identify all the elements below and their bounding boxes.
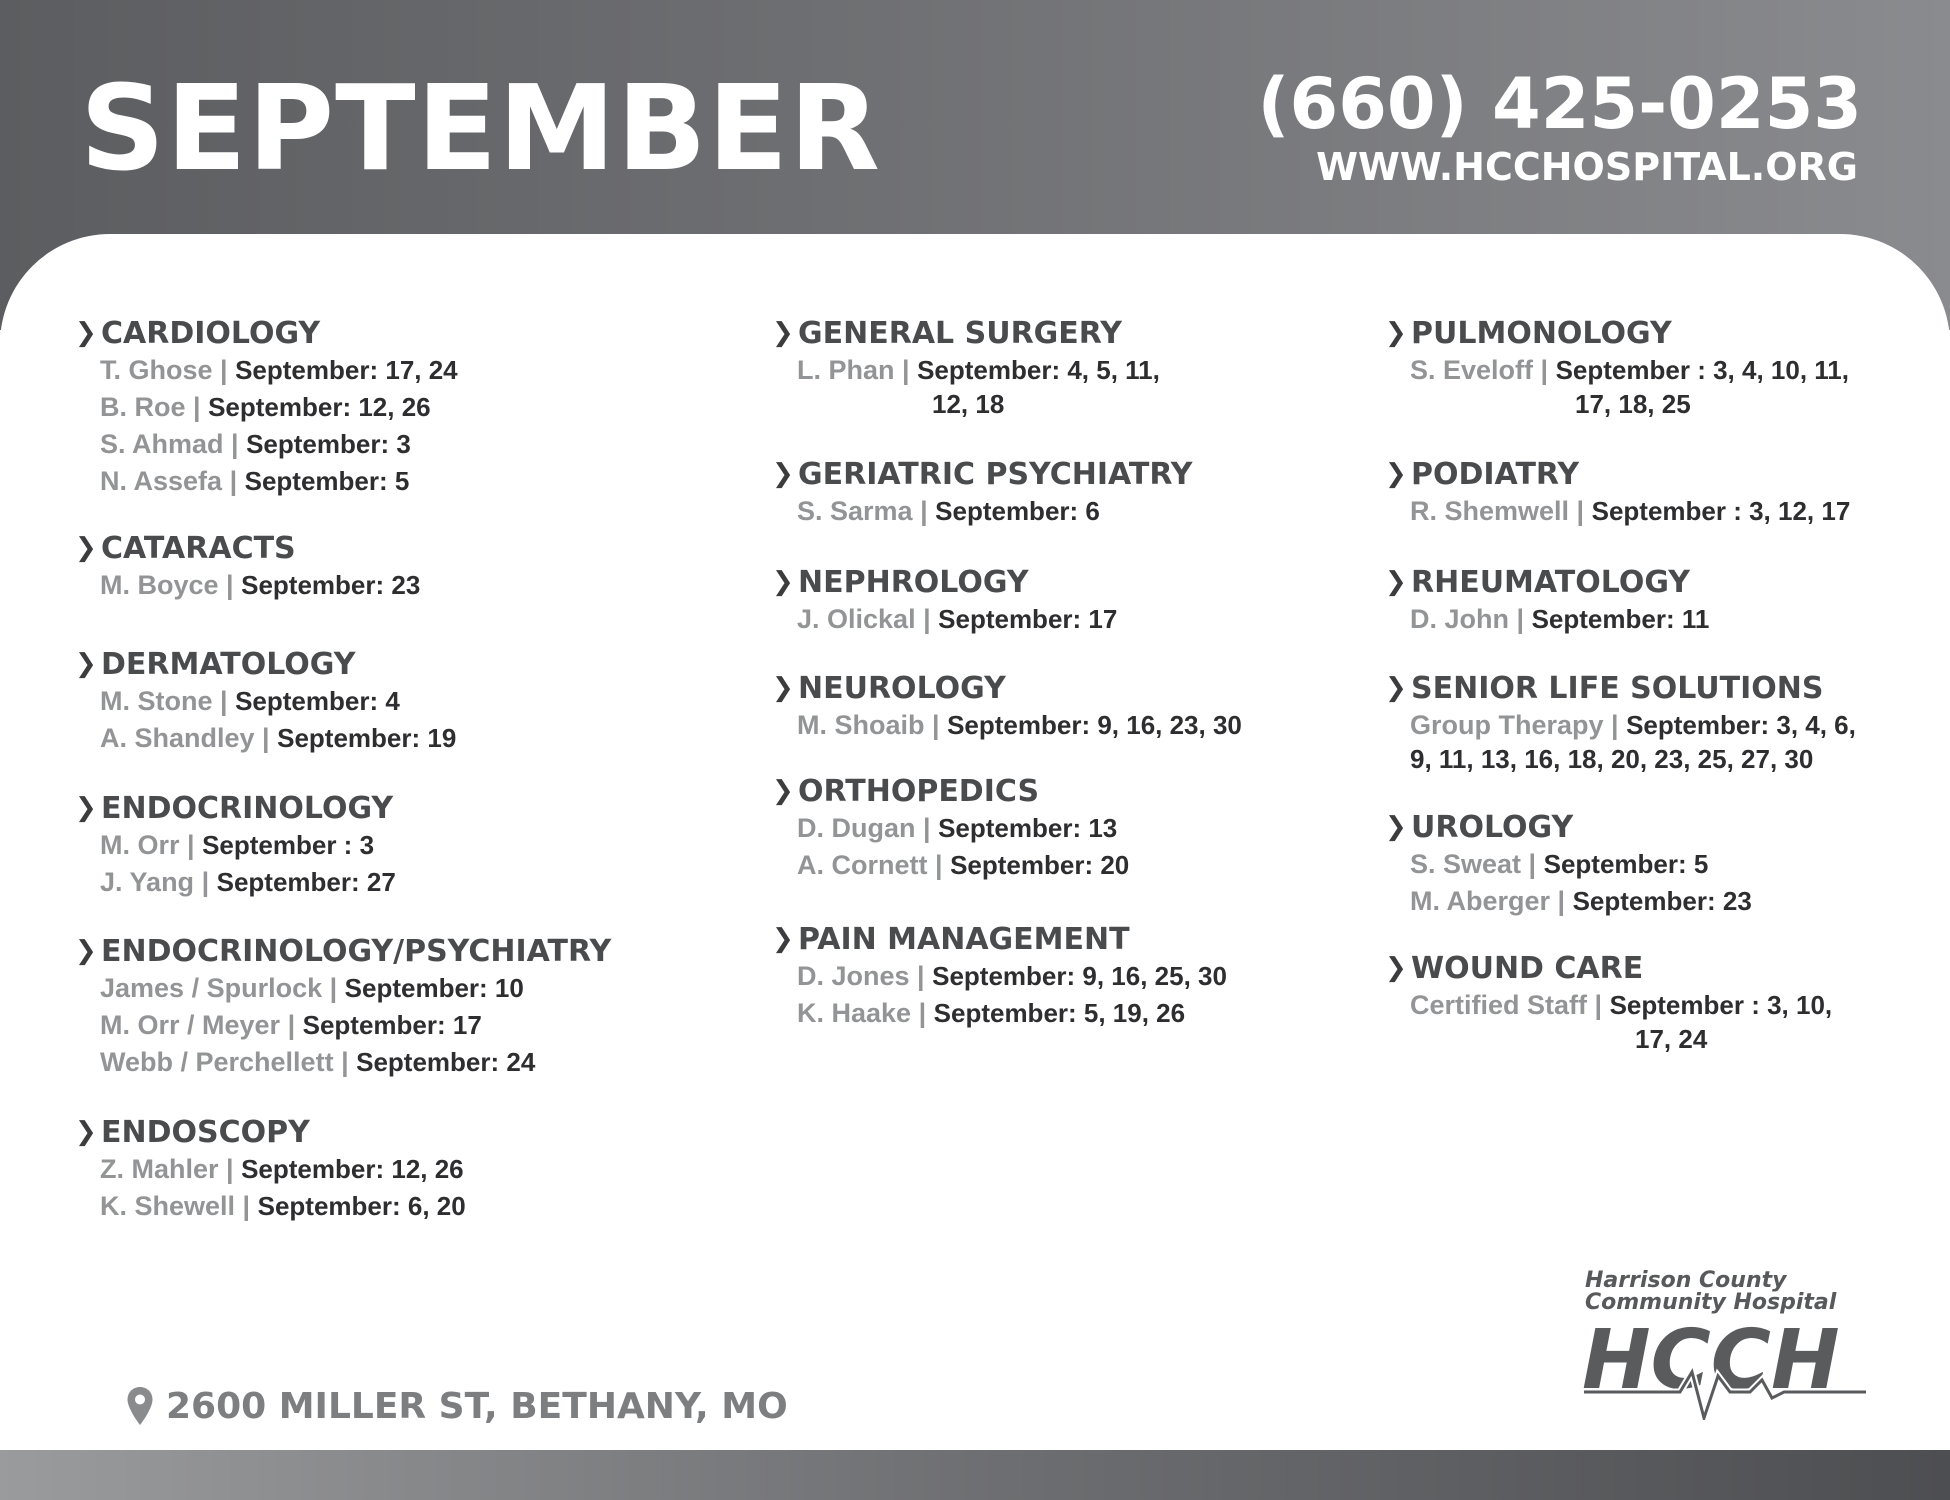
chevron-right-icon: ❯ [1385,812,1407,842]
specialty-section [75,788,715,899]
provider-entry [797,494,1412,528]
provider-entry [100,1152,715,1186]
provider-name: T. Ghose [100,355,213,385]
specialty-title [1385,807,1950,847]
provider-name: M. Shoaib [797,710,925,740]
specialty-section [1385,948,1950,1056]
separator: | [894,355,918,385]
address-text: 2600 MILLER ST, BETHANY, MO [166,1385,788,1427]
specialty-title [1385,562,1950,602]
provider-name: S. Sweat [1410,849,1522,879]
provider-name: S. Eveloff [1410,355,1534,385]
specialty-title-text: NEPHROLOGY [798,564,1029,600]
provider-entry [100,353,715,387]
provider-entry [797,959,1412,993]
provider-entry [797,602,1412,636]
specialty-title-text: CARDIOLOGY [101,315,321,351]
separator: | [1533,355,1556,385]
specialty-title [75,313,715,353]
specialty-title [1385,948,1950,988]
appointment-dates: September: 5, 19, 26 [933,998,1186,1028]
separator: | [909,961,933,991]
specialty-section [75,313,715,498]
chevron-right-icon: ❯ [75,318,97,348]
appointment-dates: September: 17 [938,604,1118,634]
provider-entry [100,1189,715,1223]
provider-entry [1410,847,1950,881]
separator: | [280,1010,303,1040]
appointment-dates: September: 6 [935,496,1100,526]
logo-line-2: Community Hospital [1585,1290,1837,1315]
provider-name: M. Boyce [100,570,219,600]
specialty-title [75,1112,715,1152]
appointment-dates: September: 11 [1531,604,1710,634]
provider-name: M. Stone [100,686,213,716]
specialty-title [772,313,1412,353]
separator: | [212,355,236,385]
specialty-title-text: GERIATRIC PSYCHIATRY [798,456,1193,492]
provider-entry [797,708,1412,742]
appointment-dates: September: 24 [356,1047,536,1077]
provider-entry [100,684,715,718]
provider-entry [1410,602,1950,636]
provider-name: Webb / Perchellett [100,1047,334,1077]
provider-name: S. Sarma [797,496,913,526]
appointment-dates: September: 5 [1543,849,1709,879]
specialty-title-text: NEUROLOGY [798,670,1006,706]
separator: | [222,466,245,496]
appointment-dates-continued: 9, 11, 13, 16, 18, 20, 23, 25, 27, 30 [1410,744,1814,774]
specialty-title-text: ORTHOPEDICS [798,773,1040,809]
provider-entry [797,848,1412,882]
specialty-title [772,454,1412,494]
svg-text:HCCH: HCCH [1582,1314,1840,1408]
provider-entry [797,996,1412,1030]
chevron-right-icon: ❯ [1385,953,1407,983]
separator: | [194,867,217,897]
provider-name: D. Jones [797,961,910,991]
provider-entry [1410,708,1950,776]
separator: | [1603,710,1627,740]
appointment-dates: September: 19 [277,723,457,753]
chevron-right-icon: ❯ [1385,567,1407,597]
specialty-title-text: UROLOGY [1411,809,1574,845]
provider-name: J. Olickal [797,604,916,634]
provider-entry [1410,353,1950,421]
separator: | [322,973,345,1003]
separator: | [333,1047,357,1077]
specialty-title-text: ENDOCRINOLOGY/PSYCHIATRY [101,933,612,969]
provider-entry [100,971,715,1005]
separator: | [1569,496,1592,526]
provider-entry [100,1045,715,1079]
provider-entry [100,828,715,862]
specialty-title-text: DERMATOLOGY [101,646,356,682]
appointment-dates: September: 3 [246,429,411,459]
footer-bar [0,1450,1950,1500]
provider-entry [100,1008,715,1042]
chevron-right-icon: ❯ [75,1117,97,1147]
provider-entry [100,390,715,424]
appointment-dates: September: 4 [235,686,400,716]
specialty-title [1385,454,1950,494]
specialty-section [75,644,715,755]
provider-entry [100,568,715,602]
phone-number[interactable]: (660) 425-0253 [1257,63,1862,145]
separator: | [915,813,939,843]
specialty-section [75,528,715,602]
specialty-title-text: ENDOCRINOLOGY [101,790,394,826]
specialty-section [772,919,1412,1030]
specialty-title [1385,668,1950,708]
separator: | [179,830,203,860]
provider-name: M. Orr [100,830,180,860]
chevron-right-icon: ❯ [75,649,97,679]
appointment-dates: September: 6, 20 [257,1191,466,1221]
chevron-right-icon: ❯ [1385,318,1407,348]
specialty-section [1385,807,1950,918]
provider-name: K. Shewell [100,1191,236,1221]
specialty-title-text: CATARACTS [101,530,296,566]
hcch-logo [1580,1270,1870,1420]
separator: | [235,1191,258,1221]
chevron-right-icon: ❯ [772,318,794,348]
appointment-dates: September: 17, 24 [235,355,458,385]
specialty-title-text: GENERAL SURGERY [798,315,1122,351]
appointment-dates: September: 9, 16, 25, 30 [932,961,1227,991]
specialty-title-text: PULMONOLOGY [1411,315,1672,351]
separator: | [254,723,278,753]
specialty-title [75,644,715,684]
separator: | [223,429,247,459]
website-link[interactable]: WWW.HCCHOSPITAL.ORG [1316,145,1858,189]
logo-line-1: Harrison County [1585,1268,1787,1293]
appointment-dates: September: 27 [216,867,396,897]
provider-entry [797,353,1412,421]
chevron-right-icon: ❯ [772,924,794,954]
separator: | [911,998,934,1028]
specialty-title-text: WOUND CARE [1411,950,1644,986]
specialty-title [75,788,715,828]
separator: | [212,686,236,716]
chevron-right-icon: ❯ [772,776,794,806]
provider-name: K. Haake [797,998,912,1028]
specialty-section [1385,668,1950,776]
appointment-dates-continued: 12, 18 [932,389,1005,419]
appointment-dates: September: 13 [938,813,1118,843]
chevron-right-icon: ❯ [75,793,97,823]
provider-entry [797,811,1412,845]
appointment-dates: September: 4, 5, 11, [917,355,1160,385]
chevron-right-icon: ❯ [772,567,794,597]
appointment-dates: September : 3, 4, 10, 11, [1555,355,1849,385]
specialty-title [772,919,1412,959]
chevron-right-icon: ❯ [1385,673,1407,703]
provider-entry [100,427,715,461]
month-title: SEPTEMBER [80,59,882,197]
separator: | [1521,849,1544,879]
specialty-title-text: ENDOSCOPY [101,1114,310,1150]
appointment-dates: September: 12, 26 [241,1154,464,1184]
provider-entry [1410,494,1950,528]
chevron-right-icon: ❯ [75,936,97,966]
appointment-dates: September : 3 [202,830,375,860]
chevron-right-icon: ❯ [1385,459,1407,489]
appointment-dates: September : 3, 10, [1609,990,1833,1020]
appointment-dates: September : 3, 12, 17 [1591,496,1851,526]
specialty-title [75,931,715,971]
provider-entry [1410,988,1950,1056]
appointment-dates: September: 20 [950,850,1130,880]
separator: | [912,496,936,526]
provider-name: M. Aberger [1410,886,1551,916]
appointment-dates: September: 9, 16, 23, 30 [947,710,1242,740]
separator: | [1587,990,1610,1020]
separator: | [218,1154,242,1184]
separator: | [924,710,948,740]
specialty-section [1385,313,1950,421]
specialty-section [772,454,1412,528]
provider-entry [1410,884,1950,918]
appointment-dates-continued: 17, 24 [1635,1024,1708,1054]
appointment-dates: September: 3, 4, 6, [1626,710,1856,740]
provider-name: A. Shandley [100,723,255,753]
provider-name: Certified Staff [1410,990,1588,1020]
map-pin-icon [126,1386,154,1426]
specialty-section [75,1112,715,1223]
specialty-title [772,562,1412,602]
specialty-section [772,668,1412,742]
separator: | [915,604,939,634]
provider-name: L. Phan [797,355,895,385]
separator: | [1550,886,1573,916]
appointment-dates-continued: 17, 18, 25 [1575,389,1691,419]
specialty-title [772,668,1412,708]
separator: | [218,570,242,600]
specialty-title [1385,313,1950,353]
separator: | [927,850,951,880]
provider-name: Group Therapy [1410,710,1604,740]
specialty-title [772,771,1412,811]
separator: | [185,392,209,422]
provider-name: S. Ahmad [100,429,224,459]
chevron-right-icon: ❯ [75,533,97,563]
chevron-right-icon: ❯ [772,459,794,489]
specialty-title-text: PODIATRY [1411,456,1580,492]
specialty-section [772,313,1412,421]
specialty-title [75,528,715,568]
logo-mark [1580,1314,1870,1420]
provider-entry [100,865,715,899]
specialty-section [75,931,715,1079]
separator: | [1509,604,1532,634]
specialty-section [1385,562,1950,636]
specialty-section [772,562,1412,636]
appointment-dates: September: 23 [1572,886,1752,916]
provider-entry [100,721,715,755]
appointment-dates: September: 12, 26 [208,392,431,422]
address [126,1378,788,1434]
provider-name: Z. Mahler [100,1154,219,1184]
appointment-dates: September: 17 [302,1010,482,1040]
specialty-title-text: SENIOR LIFE SOLUTIONS [1411,670,1824,706]
provider-name: James / Spurlock [100,973,323,1003]
provider-name: B. Roe [100,392,186,422]
provider-name: R. Shemwell [1410,496,1570,526]
provider-name: D. Dugan [797,813,916,843]
appointment-dates: September: 23 [241,570,421,600]
specialty-title-text: RHEUMATOLOGY [1411,564,1691,600]
provider-name: M. Orr / Meyer [100,1010,281,1040]
provider-name: D. John [1410,604,1509,634]
provider-name: A. Cornett [797,850,928,880]
specialty-section [772,771,1412,882]
appointment-dates: September: 10 [344,973,524,1003]
chevron-right-icon: ❯ [772,673,794,703]
appointment-dates: September: 5 [244,466,410,496]
specialty-title-text: PAIN MANAGEMENT [798,921,1130,957]
provider-name: J. Yang [100,867,195,897]
specialty-section [1385,454,1950,528]
provider-name: N. Assefa [100,466,223,496]
provider-entry [100,464,715,498]
